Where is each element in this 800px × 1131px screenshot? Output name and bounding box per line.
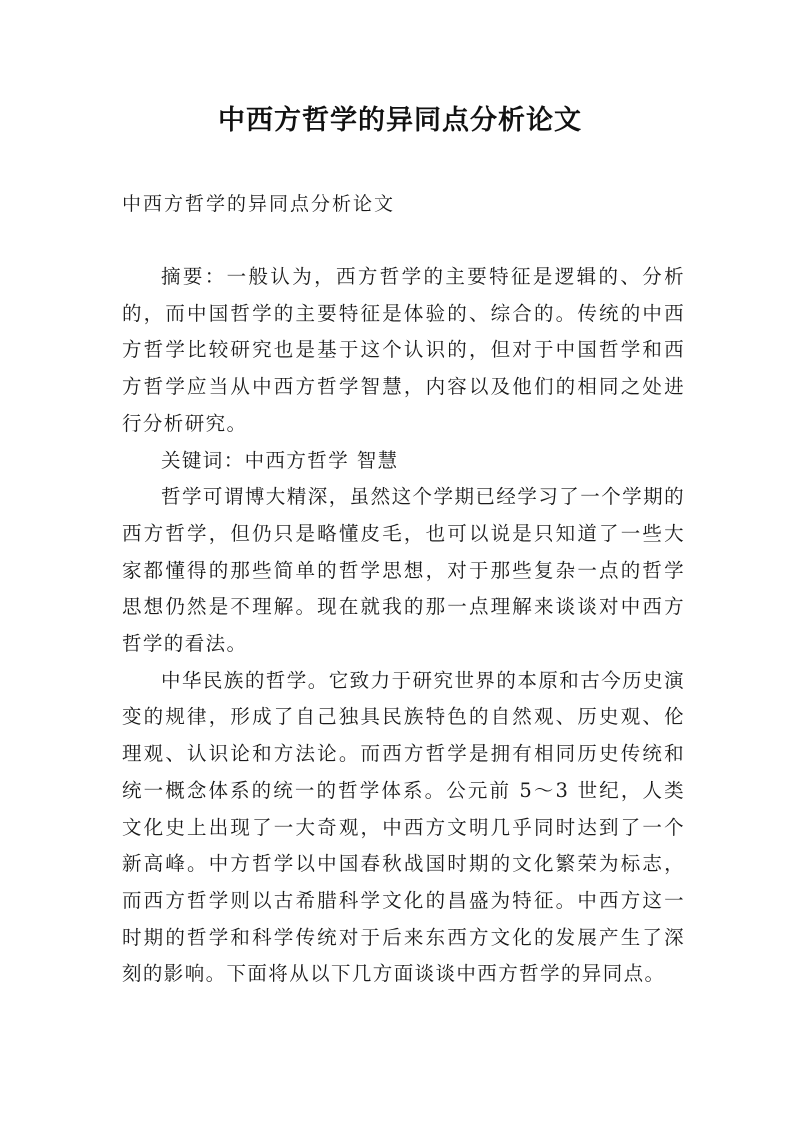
document-body (122, 259, 685, 993)
body-paragraph: 中华民族的哲学。它致力于研究世界的本原和古今历史演变的规律，形成了自己独具民族特色的自然观、历史观、伦理观、认识论和方法论。而西方哲学是拥有相同历史传统和统一概念体系的统一的哲学体系。公元前 5～3 世纪，人类文化史上出现了一大奇观，中西方文明几乎同时达到了一个新高峰。中方哲学以中国春秋战国时期的文化繁荣为标志，而西方哲学则以古希腊科学文化的昌盛为特征。中西方这一时期的哲学和科学传统对于后来东西方文化的发展产生了深刻的影响。下面将从以下几方面谈谈中西方哲学的异同点。 (122, 668, 685, 986)
document-title: 中西方哲学的异同点分析论文 (218, 105, 582, 136)
body-paragraph: 哲学可谓博大精深，虽然这个学期已经学习了一个学期的西方哲学，但仍只是略懂皮毛，也可以说是只知道了一些大家都懂得的那些简单的哲学思想，对于那些复杂一点的哲学思想仍然是不理解。现在就我的那一点理解来谈谈对中西方哲学的看法。 (122, 485, 685, 656)
abstract-paragraph: 摘要：一般认为，西方哲学的主要特征是逻辑的、分析的，而中国哲学的主要特征是体验的、综合的。传统的中西方哲学比较研究也是基于这个认识的，但对于中国哲学和西方哲学应当从中西方哲学智慧，内容以及他们的相同之处进行分析研究。 (122, 265, 685, 435)
document-subtitle: 中西方哲学的异同点分析论文 (122, 193, 396, 215)
keywords-paragraph: 关键词：中西方哲学 智慧 (161, 448, 399, 472)
